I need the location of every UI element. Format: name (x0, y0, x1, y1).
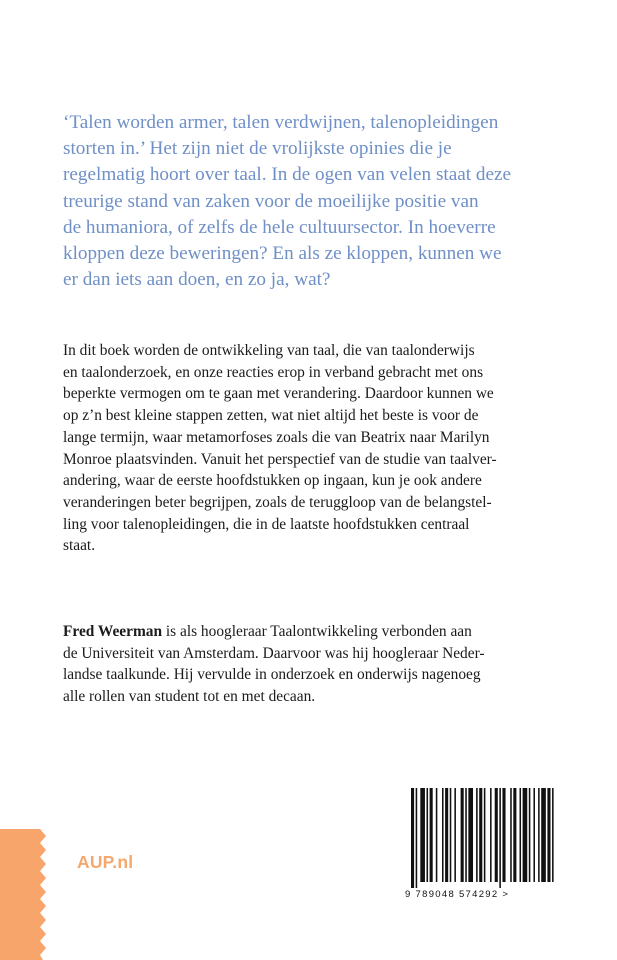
barcode-bar (461, 788, 464, 882)
author-bio-line: alle rollen van student tot en met decaan. (63, 688, 316, 706)
barcode-bar (442, 788, 444, 882)
author-bio-line: landse taalkunde. Hij vervulde in onderzoek en onderwijs nagenoeg (63, 666, 481, 684)
barcode-bar (445, 788, 448, 882)
barcode-bar (502, 788, 505, 882)
publisher-tab (0, 829, 52, 960)
description-line: In dit boek worden de ontwikkeling van taal, die van taalonderwijs (63, 342, 475, 359)
barcode-bar (411, 788, 414, 888)
description-line: lange termijn, waar metamorfoses zoals die van Beatrix naar Marilyn (63, 428, 490, 446)
quote-line: storten in.’ Het zijn niet de vrolijkste opinies die je (63, 138, 452, 160)
description-line: op z’n best kleine stappen zetten, wat niet altijd het beste is voor de (63, 407, 479, 425)
description-line: ling voor talenopleidingen, die in de laatste hoofdstukken centraal (63, 515, 470, 533)
barcode-bar (479, 788, 482, 882)
description-line: staat. (63, 537, 96, 555)
description-line: beperkte vermogen om te gaan met verandering. Daardoor kunnen we (63, 385, 494, 403)
quote-line: ‘Talen worden armer, talen verdwijnen, talenopleidingen (63, 112, 499, 133)
barcode-bar (499, 788, 501, 888)
author-bio-first-line: is als hoogleraar Taalontwikkeling verbonden aan (162, 623, 472, 640)
barcode-bar (510, 788, 512, 882)
author-name: Fred Weerman (63, 623, 163, 640)
author-bio (63, 621, 563, 708)
barcode-bar (533, 788, 535, 882)
barcode-bar (420, 788, 425, 882)
barcode-bar (484, 788, 486, 882)
barcode-bar (454, 788, 456, 882)
barcode-bar (552, 788, 554, 882)
barcode-bar (541, 788, 546, 882)
author-bio-line (63, 621, 563, 643)
author-bio-line: de Universiteit van Amsterdam. Daarvoor was hij hoogleraar Neder- (63, 644, 485, 662)
description-line: en taalonderzoek, en onze reacties erop in verband gebracht met ons (63, 363, 484, 381)
barcode-bar (513, 788, 516, 882)
book-description (63, 340, 563, 557)
description-line: andering, waar de eerste hoofdstukken op ingaan, kun je ook andere (63, 472, 482, 490)
barcode-bar (476, 788, 478, 882)
blurb-quote (63, 110, 568, 293)
barcode-bar (416, 788, 418, 888)
barcode-bar (538, 788, 540, 882)
description-line: Monroe plaatsvinden. Vanuit het perspectief van de studie van taalver- (63, 450, 497, 468)
isbn-number (405, 889, 560, 900)
quote-line: kloppen deze beweringen? En als ze kloppen, kunnen we (63, 243, 502, 265)
quote-line: regelmatig hoort over taal. In de ogen van velen staat deze (63, 164, 512, 186)
description-line: veranderingen beter begrijpen, zoals de teruggloop van de belangstel- (63, 493, 492, 511)
barcode-arrow: > (502, 889, 510, 900)
barcode-bar (495, 788, 498, 882)
quote-line: treurige stand van zaken voor de moeilijke positie van (63, 190, 479, 212)
barcode-bar (427, 788, 429, 882)
barcode-bar (490, 788, 492, 882)
quote-line: de humaniora, of zelfs de hele cultuursector. In hoeverre (63, 216, 496, 238)
barcode-bar (468, 788, 473, 882)
barcode-bar (523, 788, 528, 882)
barcode-bar (430, 788, 433, 882)
quote-line: er dan iets aan doen, en zo ja, wat? (63, 269, 331, 291)
barcode-bar (465, 788, 467, 882)
barcode-bar (436, 788, 438, 882)
barcode-bar (547, 788, 550, 882)
isbn-digits: 9 789048 574292 (405, 889, 499, 900)
barcode-bar (529, 788, 531, 882)
publisher-url[interactable]: AUP.nl (77, 852, 134, 872)
barcode-bar (520, 788, 522, 882)
barcode-bar (450, 788, 452, 882)
